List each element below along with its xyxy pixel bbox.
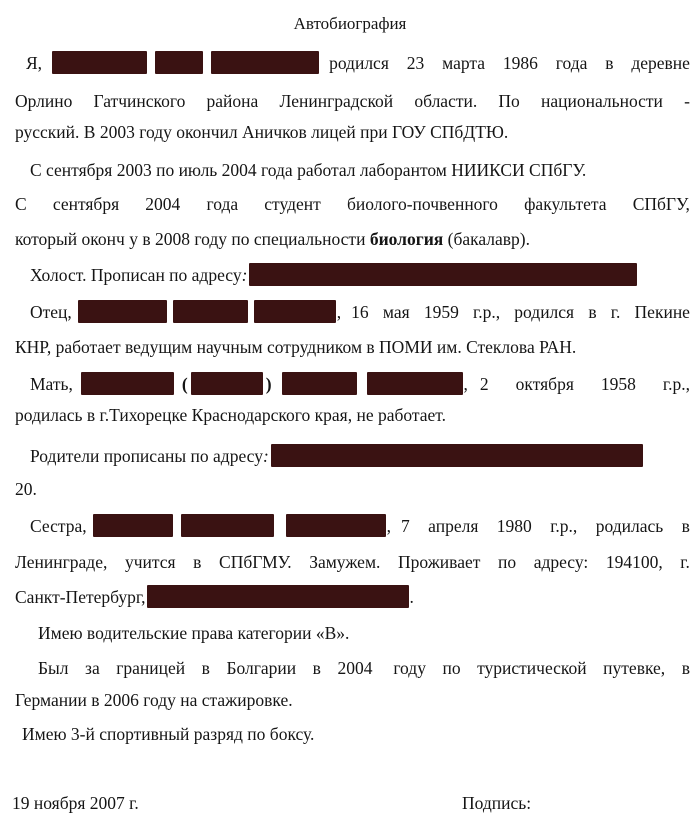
word: г.р.,	[662, 373, 690, 394]
word: туристической	[477, 658, 587, 678]
paragraph-5-line-1: Мать, ( ) , 2 октября 1958 г.р.,	[30, 373, 690, 394]
paragraph-3	[30, 263, 637, 286]
word: Ленинграде,	[15, 552, 108, 572]
redaction-box	[286, 514, 386, 537]
word: г.	[680, 552, 690, 572]
word: Гатчинского	[93, 91, 186, 111]
word: Пекине	[634, 301, 690, 322]
paragraph-8: Имею водительские права категории «В».	[38, 623, 350, 643]
paragraph-5-line-2: родилась в г.Тихорецке Краснодарского края, не работает.	[15, 405, 447, 425]
paragraph-1-line-3: русский. В 2003 году окончил Аничков лицей при ГОУ СПбДТЮ.	[15, 122, 509, 142]
word: 1958	[600, 373, 636, 394]
word: по	[442, 658, 461, 678]
word: деревне	[631, 52, 690, 73]
word: Проживает	[398, 552, 481, 572]
paren-open: (	[181, 373, 188, 394]
word: сентября	[52, 194, 120, 214]
paragraph-7-line-2	[15, 551, 690, 573]
redaction-box	[271, 444, 643, 467]
text-segment: который оконч у в 2008 году по специальности	[15, 229, 366, 249]
word: границей	[116, 658, 186, 678]
word: СПбГУ,	[632, 194, 690, 214]
paragraph-9-line-2: Германии в 2006 году на стажировке.	[15, 690, 293, 710]
text-segment: Холост. Прописан по адресу	[30, 264, 242, 285]
text-segment: Отец,	[30, 301, 72, 322]
word: 1986	[502, 52, 538, 73]
word: Ленинградской	[279, 91, 394, 111]
paragraph-4-line-1: Отец, , 16 мая 1959 г.р., родился в г. Пекине	[30, 301, 690, 322]
text-segment: Родители прописаны по адресу	[30, 445, 263, 466]
redaction-box	[191, 372, 263, 395]
text-segment: Сестра,	[30, 515, 87, 536]
paragraph-2-line-2	[15, 193, 690, 215]
redaction-box	[282, 372, 357, 395]
word: в	[681, 658, 690, 678]
word: родилась	[595, 515, 664, 536]
word: биолого-почвенного	[346, 194, 498, 214]
word: 2004	[145, 194, 181, 214]
redaction-box	[81, 372, 174, 395]
redaction-box	[93, 514, 173, 537]
redaction-box	[181, 514, 274, 537]
word: мая	[382, 301, 410, 322]
word: 1959	[423, 301, 459, 322]
word: СПбГМУ.	[219, 552, 292, 572]
word: родился	[329, 52, 389, 73]
redaction-box	[147, 585, 409, 608]
text-justified	[480, 373, 690, 395]
paragraph-9-line-1	[38, 657, 690, 679]
word: 7	[401, 515, 410, 536]
word: г.р.,	[473, 301, 501, 322]
word: адресу:	[533, 552, 589, 572]
text-segment: Я,	[26, 52, 43, 73]
word: в	[588, 301, 597, 322]
word: в	[193, 552, 202, 572]
paren-close: )	[265, 373, 272, 394]
text-segment: .	[409, 586, 414, 607]
text-segment: Санкт-Петербург,	[15, 586, 146, 607]
signature-label: Подпись:	[462, 793, 532, 813]
paragraph-6-line-2: 20.	[15, 479, 37, 499]
word: 23	[406, 52, 425, 73]
word: марта	[442, 52, 485, 73]
word: 16	[351, 301, 369, 322]
word: в	[605, 52, 614, 73]
redaction-box	[173, 300, 248, 323]
word: С	[15, 194, 27, 214]
word: учится	[124, 552, 176, 572]
word: в	[201, 658, 210, 678]
document-title: Автобиография	[293, 14, 407, 33]
text-justified	[351, 301, 690, 323]
paragraph-1-line-1	[26, 51, 690, 74]
word: Болгарии	[226, 658, 297, 678]
paragraph-1-line-2	[15, 90, 690, 112]
redaction-box	[254, 300, 336, 323]
document-date: 19 ноября 2007 г.	[12, 793, 139, 813]
word: района	[206, 91, 259, 111]
word: по	[497, 552, 517, 572]
paragraph-7-line-1: Сестра, , 7 апреля 1980 г.р., родилась в	[30, 515, 690, 536]
word: г.р.,	[550, 515, 578, 536]
word: факультета	[524, 194, 607, 214]
word: Замужем.	[309, 552, 381, 572]
bold-text: биология	[369, 229, 444, 249]
word: национальности	[540, 91, 663, 111]
word: году	[388, 658, 426, 678]
word: г.	[610, 301, 621, 322]
word: апреля	[428, 515, 479, 536]
text-segment: Мать,	[30, 373, 73, 394]
colon: :	[241, 264, 248, 285]
text-justified	[401, 515, 690, 537]
word: путевке,	[603, 658, 666, 678]
paragraph-7-line-3	[15, 585, 414, 608]
paragraph-4-line-2: КНР, работает ведущим научным сотрудником в ПОМИ им. Стеклова РАН.	[15, 337, 577, 357]
word: Был	[38, 658, 69, 678]
colon: :	[262, 445, 269, 466]
word: 2	[479, 373, 489, 394]
redaction-box	[155, 51, 203, 74]
paragraph-10: Имею 3-й спортивный разряд по боксу.	[22, 724, 315, 744]
word: студент	[264, 194, 321, 214]
redaction-box	[78, 300, 167, 323]
word: 1980	[496, 515, 532, 536]
text-justified	[329, 52, 690, 74]
word: в	[681, 515, 690, 536]
redaction-box	[52, 51, 147, 74]
word: за	[85, 658, 100, 678]
word: -	[684, 91, 690, 111]
word: года	[555, 52, 588, 73]
word: Орлино	[15, 91, 73, 111]
word: 194100,	[605, 552, 663, 572]
word: года	[206, 194, 239, 214]
word: октября	[515, 373, 574, 394]
paragraph-6-line-1	[30, 444, 643, 467]
word: 2004	[337, 658, 373, 678]
redaction-box	[211, 51, 319, 74]
word: родился	[514, 301, 575, 322]
word: По	[498, 91, 520, 111]
redaction-box	[367, 372, 463, 395]
word: области.	[414, 91, 478, 111]
redaction-box	[249, 263, 637, 286]
paragraph-2-line-3	[15, 228, 530, 250]
paragraph-2-line-1: С сентября 2003 по июль 2004 года работал лаборантом НИИКСИ СПбГУ.	[30, 160, 587, 180]
text-segment: (бакалавр).	[447, 229, 530, 249]
word: в	[312, 658, 321, 678]
